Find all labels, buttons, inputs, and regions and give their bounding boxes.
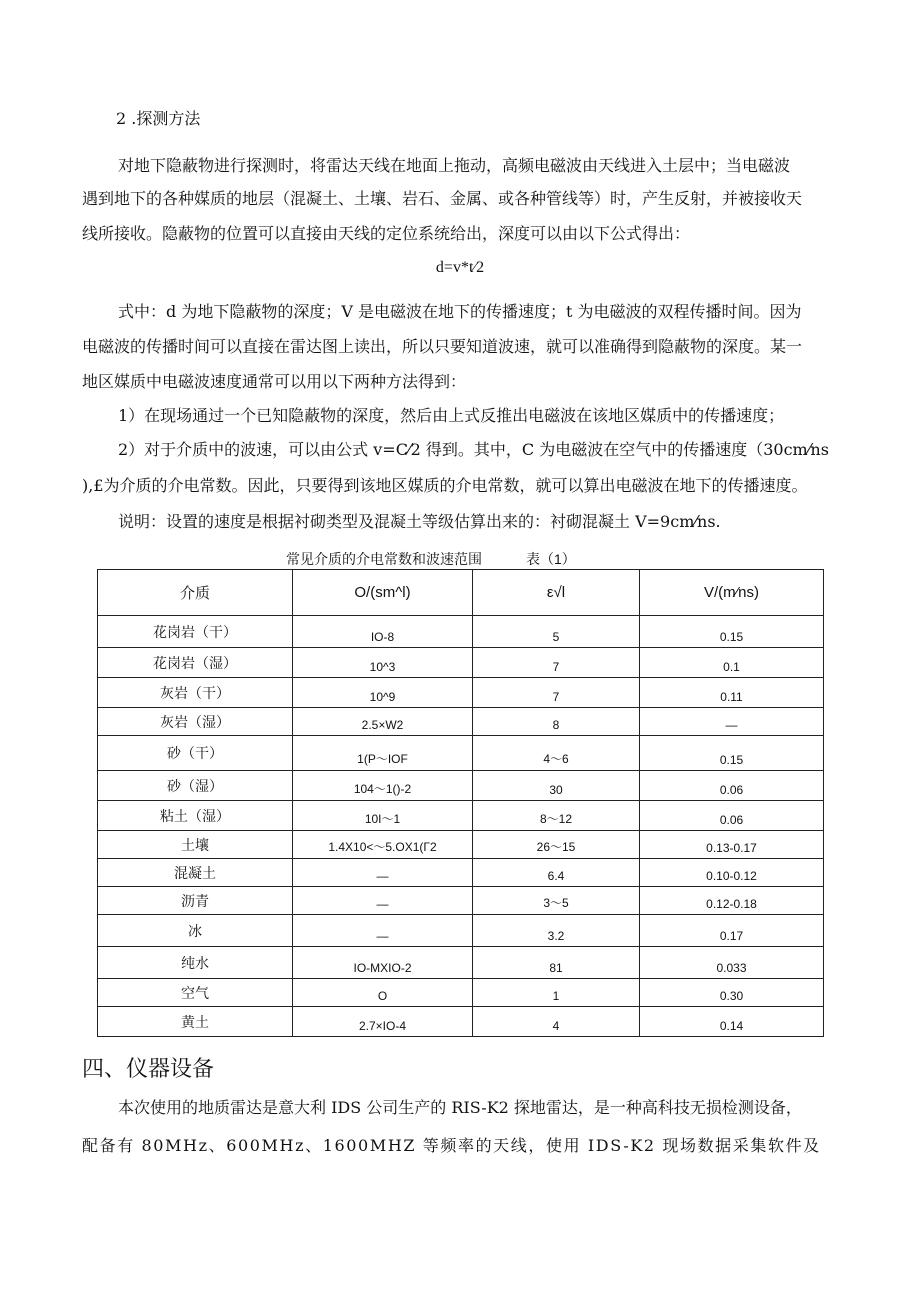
- paragraph-detection-line-3: 线所接收。隐蔽物的位置可以直接由天线的定位系统给出，深度可以由以下公式得出：: [82, 224, 691, 243]
- paragraph-formula-line-3: 地区媒质中电磁波速度通常可以用以下两种方法得到：: [82, 372, 467, 391]
- note-paragraph: 说明：设置的速度是根据衬砌类型及混凝土等级估算出来的：衬砌混凝土 V=9cm⁄ns.: [118, 512, 721, 531]
- depth-formula: d=v*t⁄2: [435, 259, 485, 276]
- paragraph-detection-line-2: 遇到地下的各种媒质的地层（混凝土、土壤、岩石、金属、或各种管线等）时，产生反射，并被接收天: [82, 189, 803, 208]
- cell-permittivity: 30: [473, 771, 640, 801]
- method-heading: 2 .探测方法: [116, 109, 201, 128]
- table-row: [98, 887, 824, 915]
- cell-conductivity: —: [293, 859, 473, 887]
- cell-permittivity: 3.2: [473, 915, 640, 947]
- cell-velocity: 0.06: [640, 801, 824, 831]
- cell-permittivity: 7: [473, 648, 640, 678]
- cell-conductivity: 1(P～IOF: [293, 736, 473, 771]
- cell-permittivity: 3～5: [473, 887, 640, 915]
- table-row: [98, 648, 824, 678]
- cell-velocity: 0.30: [640, 979, 824, 1007]
- cell-medium: 纯水: [98, 947, 293, 979]
- cell-permittivity: 7: [473, 678, 640, 708]
- cell-conductivity: —: [293, 915, 473, 947]
- paragraph-equipment-line-2: 配备有 80MHz、600MHz、1600MHZ 等频率的天线，使用 IDS-K2 现场数据采集软件及: [82, 1136, 821, 1155]
- table-number: 表（1）: [526, 551, 576, 567]
- cell-permittivity: 8～12: [473, 801, 640, 831]
- cell-conductivity: 10I～1: [293, 801, 473, 831]
- cell-conductivity: 1.4X10<～5.OX1(Γ2: [293, 831, 473, 859]
- cell-velocity: 0.14: [640, 1007, 824, 1037]
- table-row: [98, 801, 824, 831]
- cell-velocity: 0.13-0.17: [640, 831, 824, 859]
- cell-medium: 冰: [98, 915, 293, 947]
- paragraph-equipment-line-1: 本次使用的地质雷达是意大利 IDS 公司生产的 RIS-K2 探地雷达，是一种高科技无损检测设备，: [118, 1098, 802, 1117]
- table-row: [98, 771, 824, 801]
- table-row: [98, 947, 824, 979]
- cell-medium: 沥青: [98, 887, 293, 915]
- list-item-2-line-2: ),£为介质的介电常数。因此，只要得到该地区媒质的介电常数，就可以算出电磁波在地下的传播速度。: [82, 476, 808, 495]
- column-header-velocity: V/(m⁄ns): [640, 570, 824, 616]
- list-item-2-line-1: 2）对于介质中的波速，可以由公式 v=C⁄2 得到。其中，C 为电磁波在空气中的传播速度（30cm⁄ns: [118, 440, 829, 459]
- cell-velocity: 0.15: [640, 736, 824, 771]
- equipment-heading: 四、仪器设备: [82, 1057, 215, 1082]
- table-caption: [286, 549, 576, 569]
- table-row: [98, 831, 824, 859]
- table-row: [98, 1007, 824, 1037]
- cell-medium: 粘土（湿）: [98, 801, 293, 831]
- cell-permittivity: 4: [473, 1007, 640, 1037]
- cell-permittivity: 26～15: [473, 831, 640, 859]
- cell-conductivity: IO-MXIO-2: [293, 947, 473, 979]
- paragraph-formula-line-1: 式中：d 为地下隐蔽物的深度；V 是电磁波在地下的传播速度；t 为电磁波的双程传播时间。因为: [118, 302, 802, 321]
- cell-permittivity: 4～6: [473, 736, 640, 771]
- cell-permittivity: 6.4: [473, 859, 640, 887]
- cell-medium: 花岗岩（湿）: [98, 648, 293, 678]
- table-caption-title: 常见介质的介电常数和波速范围: [286, 551, 482, 567]
- paragraph-detection-line-1: 对地下隐蔽物进行探测时，将雷达天线在地面上拖动，高频电磁波由天线进入土层中；当电磁波: [118, 156, 791, 175]
- dielectric-table: [97, 569, 824, 1037]
- column-header-medium: 介质: [98, 570, 293, 616]
- list-item-1: 1）在现场通过一个已知隐蔽物的深度，然后由上式反推出电磁波在该地区媒质中的传播速度；: [118, 406, 785, 425]
- table-row: [98, 859, 824, 887]
- cell-permittivity: 81: [473, 947, 640, 979]
- cell-conductivity: —: [293, 887, 473, 915]
- table-row: [98, 736, 824, 771]
- cell-velocity: 0.1: [640, 648, 824, 678]
- cell-permittivity: 5: [473, 616, 640, 648]
- cell-velocity: 0.17: [640, 915, 824, 947]
- cell-permittivity: 1: [473, 979, 640, 1007]
- cell-medium: 灰岩（湿）: [98, 708, 293, 736]
- cell-velocity: 0.033: [640, 947, 824, 979]
- cell-medium: 混凝土: [98, 859, 293, 887]
- cell-velocity: 0.11: [640, 678, 824, 708]
- table-row: [98, 678, 824, 708]
- cell-velocity: 0.12-0.18: [640, 887, 824, 915]
- paragraph-formula-line-2: 电磁波的传播时间可以直接在雷达图上读出，所以只要知道波速，就可以准确得到隐蔽物的深度。某一: [82, 337, 803, 356]
- cell-medium: 灰岩（干）: [98, 678, 293, 708]
- cell-conductivity: 10^3: [293, 648, 473, 678]
- cell-medium: 砂（干）: [98, 736, 293, 771]
- cell-conductivity: 2.7×IO-4: [293, 1007, 473, 1037]
- table-row: [98, 708, 824, 736]
- cell-conductivity: 2.5×W2: [293, 708, 473, 736]
- column-header-permittivity: ε√l: [473, 570, 640, 616]
- cell-medium: 黄土: [98, 1007, 293, 1037]
- cell-conductivity: 104～1()-2: [293, 771, 473, 801]
- cell-velocity: 0.06: [640, 771, 824, 801]
- cell-medium: 空气: [98, 979, 293, 1007]
- cell-velocity: —: [640, 708, 824, 736]
- cell-medium: 土壤: [98, 831, 293, 859]
- cell-conductivity: IO-8: [293, 616, 473, 648]
- cell-medium: 砂（湿）: [98, 771, 293, 801]
- table-row: [98, 979, 824, 1007]
- cell-permittivity: 8: [473, 708, 640, 736]
- cell-conductivity: O: [293, 979, 473, 1007]
- cell-velocity: 0.15: [640, 616, 824, 648]
- cell-medium: 花岗岩（干）: [98, 616, 293, 648]
- table-row: [98, 915, 824, 947]
- cell-velocity: 0.10-0.12: [640, 859, 824, 887]
- cell-conductivity: 10^9: [293, 678, 473, 708]
- column-header-conductivity: O/(sm^l): [293, 570, 473, 616]
- table-header-row: [98, 570, 824, 616]
- table-row: [98, 616, 824, 648]
